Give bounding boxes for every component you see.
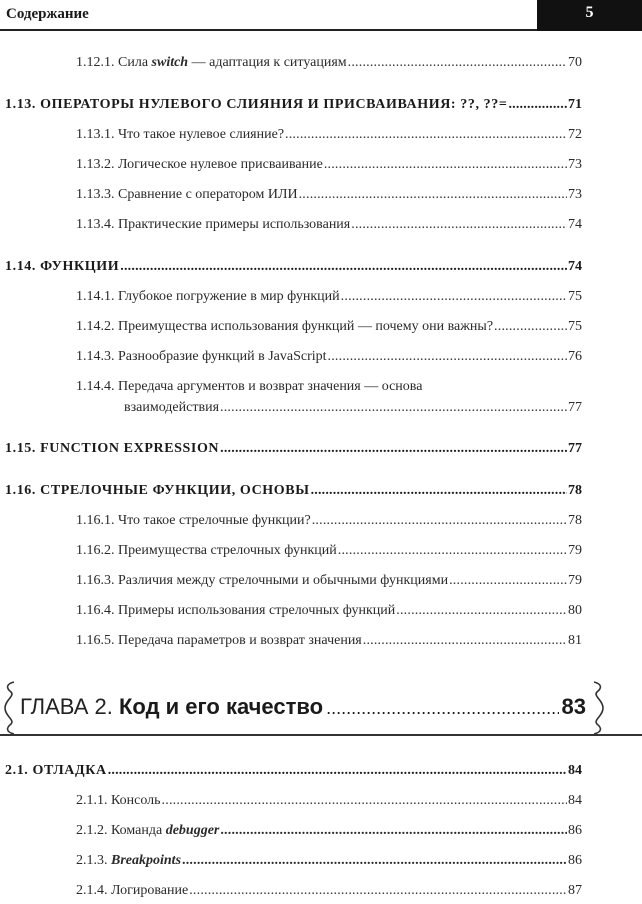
entry-page: 78 [568, 513, 582, 528]
section-page: 77 [568, 441, 582, 456]
toc-entry[interactable] [76, 126, 582, 144]
entry-number: 1.16.3. [76, 573, 115, 588]
toc-entry[interactable] [76, 882, 582, 900]
entry-title: Консоль [111, 793, 161, 808]
toc-entry[interactable] [76, 792, 582, 810]
leader-dots [189, 882, 567, 900]
chapter-label: ГЛАВА 2. [20, 694, 113, 719]
entry-page: 75 [568, 289, 582, 304]
leader-dots [341, 288, 567, 306]
entry-number: 2.1.3. [76, 853, 108, 868]
toc-entry[interactable] [76, 602, 582, 620]
section-number: 1.14. [5, 259, 36, 274]
toc-section[interactable] [5, 258, 582, 276]
toc-entry[interactable] [76, 156, 582, 174]
running-header [0, 0, 642, 30]
entry-page: 79 [568, 543, 582, 558]
entry-page: 72 [568, 127, 582, 142]
leader-dots [338, 542, 567, 560]
toc-entry[interactable] [76, 512, 582, 530]
leader-dots [285, 126, 567, 144]
toc-entry[interactable] [76, 852, 582, 870]
right-brace-ornament [592, 680, 606, 736]
leader-dots [396, 602, 567, 620]
entry-page: 77 [568, 400, 582, 415]
entry-number: 1.16.5. [76, 633, 115, 648]
entry-number: 1.13.3. [76, 187, 115, 202]
leader-dots [326, 698, 558, 719]
entry-title-emphasis: switch [151, 55, 189, 70]
toc-entry[interactable] [76, 542, 582, 560]
entry-page: 70 [568, 55, 582, 70]
entry-number: 1.14.3. [76, 349, 115, 364]
leader-dots [311, 482, 567, 500]
section-number: 1.15. [5, 441, 36, 456]
leader-dots [351, 216, 567, 234]
leader-dots [182, 852, 567, 870]
section-number: 2.1. [5, 763, 29, 778]
leader-dots [324, 156, 567, 174]
toc-section[interactable] [5, 482, 582, 500]
entry-page: 84 [568, 793, 582, 808]
entry-title: Логическое нулевое присваивание [118, 157, 323, 172]
toc-section[interactable] [5, 96, 582, 114]
entry-page: 73 [568, 157, 582, 172]
entry-number: 1.16.1. [76, 513, 115, 528]
left-brace-ornament [2, 680, 16, 736]
entry-number: 1.13.4. [76, 217, 115, 232]
section-title: ОТЛАДКА [32, 763, 107, 778]
entry-number: 1.13.1. [76, 127, 115, 142]
entry-page: 81 [568, 633, 582, 648]
entry-page: 73 [568, 187, 582, 202]
section-title: СТРЕЛОЧНЫЕ ФУНКЦИИ, ОСНОВЫ [40, 483, 310, 498]
entry-number: 1.14.4. [76, 379, 115, 394]
toc-section[interactable] [5, 440, 582, 458]
section-page: 71 [568, 97, 582, 112]
toc-entry[interactable] [76, 288, 582, 306]
entry-title-rest: — адаптация к ситуациям [188, 55, 347, 70]
chapter-banner[interactable] [0, 672, 642, 752]
entry-title: Сила [118, 55, 152, 70]
section-title: Содержание [6, 6, 89, 22]
entry-title: Преимущества стрелочных функций [118, 543, 337, 558]
entry-number: 1.14.2. [76, 319, 115, 334]
entry-page: 76 [568, 349, 582, 364]
leader-dots [220, 399, 567, 417]
entry-title: Примеры использования стрелочных функций [118, 603, 396, 618]
entry-page: 79 [568, 573, 582, 588]
toc-entry[interactable] [76, 378, 582, 417]
entry-title: Практические примеры использования [118, 217, 351, 232]
leader-dots [108, 762, 567, 780]
entry-title: Различия между стрелочными и обычными функциями [118, 573, 449, 588]
entry-number: 1.12.1. [76, 55, 115, 70]
leader-dots [449, 572, 567, 590]
entry-page: 86 [568, 823, 582, 838]
section-number: 1.16. [5, 483, 36, 498]
entry-title-emphasis: debugger [165, 823, 220, 838]
entry-title: Что такое стрелочные функции? [118, 513, 311, 528]
entry-title: Что такое нулевое слияние? [118, 127, 285, 142]
leader-dots [363, 632, 567, 650]
toc-entry[interactable] [76, 632, 582, 650]
entry-title: Передача параметров и возврат значения [118, 633, 362, 648]
section-page: 74 [568, 259, 582, 274]
section-title: FUNCTION EXPRESSION [40, 441, 220, 456]
entry-number: 1.14.1. [76, 289, 115, 304]
section-page: 78 [568, 483, 582, 498]
entry-title: Разнообразие функций в JavaScript [118, 349, 327, 364]
leader-dots [220, 440, 567, 458]
leader-dots [299, 186, 567, 204]
entry-page: 74 [568, 217, 582, 232]
leader-dots [220, 822, 567, 840]
leader-dots [508, 96, 567, 114]
entry-number: 2.1.4. [76, 883, 108, 898]
leader-dots [494, 318, 567, 336]
toc-entry[interactable] [76, 186, 582, 204]
entry-title-continued: взаимодействия [124, 400, 220, 415]
entry-page: 86 [568, 853, 582, 868]
toc-entry[interactable] [76, 822, 582, 840]
entry-title: Глубокое погружение в мир функций [118, 289, 340, 304]
section-page: 84 [568, 763, 582, 778]
entry-title: Передача аргументов и возврат значения — основа [118, 379, 423, 394]
entry-title: Сравнение с оператором ИЛИ [118, 187, 298, 202]
toc-entry[interactable] [76, 572, 582, 590]
entry-number: 1.13.2. [76, 157, 115, 172]
entry-number: 1.16.2. [76, 543, 115, 558]
entry-title: Команда [111, 823, 166, 838]
section-title: ОПЕРАТОРЫ НУЛЕВОГО СЛИЯНИЯ И ПРИСВАИВАНИЯ: ??, ??= [40, 97, 508, 112]
entry-title: Логирование [111, 883, 189, 898]
toc-entry[interactable] [76, 216, 582, 234]
leader-dots [328, 348, 567, 366]
entry-number: 2.1.1. [76, 793, 108, 808]
entry-number: 2.1.2. [76, 823, 108, 838]
entry-page: 80 [568, 603, 582, 618]
toc-section[interactable] [5, 762, 582, 780]
toc-entry[interactable] [76, 348, 582, 366]
entry-title-emphasis: Breakpoints [111, 853, 182, 868]
chapter-title: Код и его качество [119, 694, 324, 719]
page-number-box [537, 0, 642, 31]
toc-entry[interactable] [76, 318, 582, 336]
chapter-page: 83 [561, 694, 586, 719]
chapter-rule [0, 734, 642, 736]
section-number: 1.13. [5, 97, 36, 112]
page-number: 5 [585, 4, 594, 21]
entry-number: 1.16.4. [76, 603, 115, 618]
leader-dots [162, 792, 567, 810]
leader-dots [120, 258, 567, 276]
entry-page: 75 [568, 319, 582, 334]
section-title: ФУНКЦИИ [40, 259, 120, 274]
entry-page: 87 [568, 883, 582, 898]
toc-entry[interactable] [76, 54, 582, 72]
entry-title: Преимущества использования функций — почему они важны? [118, 319, 494, 334]
leader-dots [348, 54, 567, 72]
leader-dots [312, 512, 567, 530]
